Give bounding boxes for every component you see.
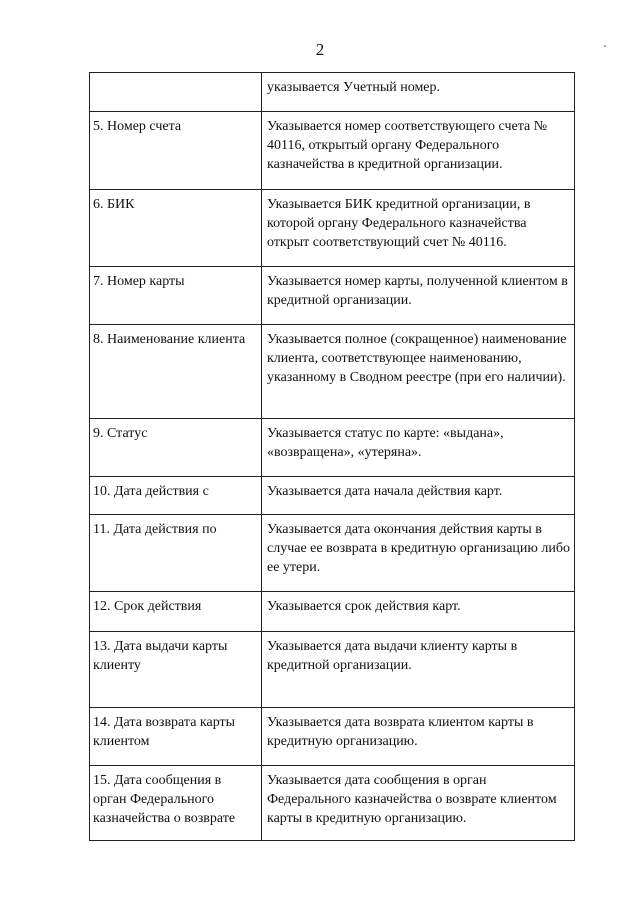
field-description-cell: Указывается дата возврата клиентом карты в кредитную организацию. xyxy=(262,708,575,766)
field-description-cell: указывается Учетный номер. xyxy=(262,73,575,112)
field-name-cell: 6. БИК xyxy=(90,190,262,267)
table-row xyxy=(90,190,575,267)
field-name-cell: 9. Статус xyxy=(90,419,262,477)
table-row xyxy=(90,515,575,592)
field-name-cell: 15. Дата сообщения в орган Федерального казначейства о возврате xyxy=(90,766,262,841)
field-description-cell: Указывается срок действия карт. xyxy=(262,592,575,632)
field-description-cell: Указывается номер соответствующего счета № 40116, открытый органу Федерального казначейства в кредитной организации. xyxy=(262,112,575,190)
field-description-cell: Указывается БИК кредитной организации, в которой органу Федерального казначейства открыт соответствующий счет № 40116. xyxy=(262,190,575,267)
table-row xyxy=(90,632,575,708)
field-name-cell: 12. Срок действия xyxy=(90,592,262,632)
scan-dot xyxy=(604,45,606,47)
table-row xyxy=(90,708,575,766)
field-name-cell xyxy=(90,73,262,112)
table-row xyxy=(90,73,575,112)
table-row xyxy=(90,766,575,841)
field-name-cell: 7. Номер карты xyxy=(90,267,262,325)
table-row xyxy=(90,477,575,515)
field-name-cell: 14. Дата возврата карты клиентом xyxy=(90,708,262,766)
field-name-cell: 5. Номер счета xyxy=(90,112,262,190)
table-row xyxy=(90,112,575,190)
field-description-cell: Указывается полное (сокращенное) наименование клиента, соответствующее наименованию, указанному в Сводном реестре (при его наличии). xyxy=(262,325,575,419)
field-name-cell: 13. Дата выдачи карты клиенту xyxy=(90,632,262,708)
field-description-cell: Указывается дата окончания действия карты в случае ее возврата в кредитную организацию либо ее утери. xyxy=(262,515,575,592)
table-row xyxy=(90,325,575,419)
field-description-cell: Указывается дата сообщения в орган Федерального казначейства о возврате клиентом карты в кредитную организацию. xyxy=(262,766,575,841)
field-name-cell: 11. Дата действия по xyxy=(90,515,262,592)
page-number: 2 xyxy=(315,40,325,59)
field-description-cell: Указывается статус по карте: «выдана», «возвращена», «утеряна». xyxy=(262,419,575,477)
field-description-cell: Указывается номер карты, полученной клиентом в кредитной организации. xyxy=(262,267,575,325)
field-description-cell: Указывается дата выдачи клиенту карты в кредитной организации. xyxy=(262,632,575,708)
table-row xyxy=(90,419,575,477)
table-row xyxy=(90,592,575,632)
field-name-cell: 10. Дата действия с xyxy=(90,477,262,515)
table-row xyxy=(90,267,575,325)
field-name-cell: 8. Наименование клиента xyxy=(90,325,262,419)
field-description-cell: Указывается дата начала действия карт. xyxy=(262,477,575,515)
fields-table xyxy=(89,72,575,841)
